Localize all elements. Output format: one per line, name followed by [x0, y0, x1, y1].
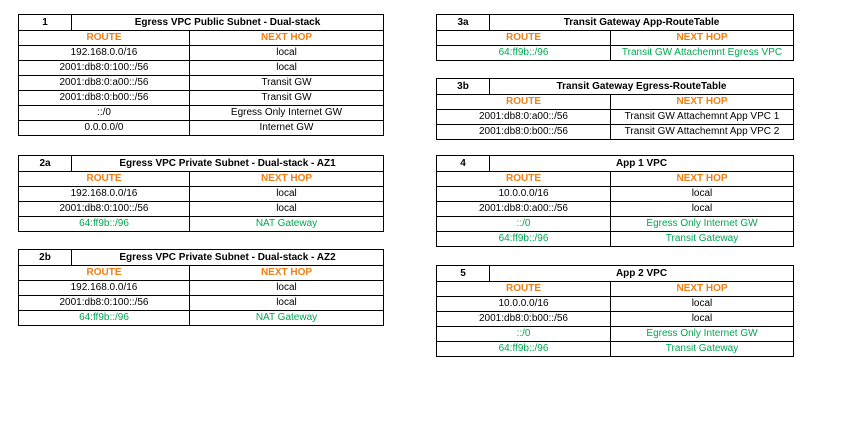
next-hop-cell: Transit GW: [190, 76, 384, 91]
next-hop-cell: Transit Gateway: [611, 232, 794, 247]
table-row: [437, 232, 794, 247]
table-row: [19, 187, 384, 202]
route-cell: 2001:db8:0:a00::/56: [437, 202, 611, 217]
next-hop-header: NEXT HOP: [190, 172, 384, 187]
next-hop-cell: local: [611, 312, 794, 327]
next-hop-cell: local: [611, 297, 794, 312]
table-title: App 1 VPC: [490, 156, 794, 172]
table-id: 4: [437, 156, 490, 172]
route-cell: 192.168.0.0/16: [19, 187, 190, 202]
route-table-2b: [18, 249, 384, 326]
table-title: Transit Gateway App-RouteTable: [490, 15, 794, 31]
next-hop-cell: Egress Only Internet GW: [611, 217, 794, 232]
next-hop-cell: Transit GW Attachemnt Egress VPC: [611, 46, 794, 61]
table-title-row: [19, 15, 384, 31]
table-row: [437, 46, 794, 61]
table-row: [19, 281, 384, 296]
table-row: [437, 327, 794, 342]
route-cell: 2001:db8:0:100::/56: [19, 296, 190, 311]
table-row: [437, 312, 794, 327]
next-hop-cell: local: [190, 202, 384, 217]
route-header: ROUTE: [19, 172, 190, 187]
table-row: [19, 202, 384, 217]
route-cell: 192.168.0.0/16: [19, 46, 190, 61]
next-hop-cell: local: [190, 296, 384, 311]
route-cell: 10.0.0.0/16: [437, 297, 611, 312]
table-row: [437, 342, 794, 357]
next-hop-cell: NAT Gateway: [190, 311, 384, 326]
table-id: 2a: [19, 156, 72, 172]
next-hop-header: NEXT HOP: [611, 282, 794, 297]
next-hop-cell: Internet GW: [190, 121, 384, 136]
table-id: 1: [19, 15, 72, 31]
table-row: [19, 296, 384, 311]
route-cell: 2001:db8:0:a00::/56: [19, 76, 190, 91]
route-cell: 2001:db8:0:b00::/56: [437, 312, 611, 327]
next-hop-cell: Transit GW: [190, 91, 384, 106]
table-row: [19, 61, 384, 76]
next-hop-cell: local: [190, 46, 384, 61]
route-table-5: [436, 265, 794, 357]
table-id: 3a: [437, 15, 490, 31]
route-cell: 64:ff9b::/96: [19, 311, 190, 326]
table-row: [19, 76, 384, 91]
route-cell: ::/0: [437, 327, 611, 342]
route-table-3b: [436, 78, 794, 140]
route-cell: ::/0: [19, 106, 190, 121]
table-title: App 2 VPC: [490, 266, 794, 282]
next-hop-header: NEXT HOP: [190, 266, 384, 281]
table-row: [19, 311, 384, 326]
table-row: [19, 217, 384, 232]
table-row: [437, 187, 794, 202]
table-header-row: [437, 172, 794, 187]
table-row: [437, 125, 794, 140]
table-title-row: [437, 79, 794, 95]
next-hop-header: NEXT HOP: [611, 95, 794, 110]
table-header-row: [19, 31, 384, 46]
table-title: Transit Gateway Egress-RouteTable: [490, 79, 794, 95]
table-id: 5: [437, 266, 490, 282]
table-row: [437, 217, 794, 232]
table-title-row: [19, 250, 384, 266]
route-cell: 64:ff9b::/96: [437, 46, 611, 61]
table-header-row: [437, 282, 794, 297]
table-title-row: [437, 15, 794, 31]
table-row: [437, 202, 794, 217]
route-table-4: [436, 155, 794, 247]
table-id: 2b: [19, 250, 72, 266]
table-title: Egress VPC Private Subnet - Dual-stack - AZ2: [72, 250, 384, 266]
route-cell: 64:ff9b::/96: [437, 342, 611, 357]
route-header: ROUTE: [437, 282, 611, 297]
next-hop-cell: NAT Gateway: [190, 217, 384, 232]
next-hop-cell: Transit GW Attachemnt App VPC 1: [611, 110, 794, 125]
next-hop-cell: Transit GW Attachemnt App VPC 2: [611, 125, 794, 140]
next-hop-cell: local: [190, 281, 384, 296]
table-header-row: [437, 95, 794, 110]
route-cell: 2001:db8:0:100::/56: [19, 61, 190, 76]
table-title-row: [437, 156, 794, 172]
table-header-row: [19, 172, 384, 187]
route-cell: 2001:db8:0:b00::/56: [437, 125, 611, 140]
table-title: Egress VPC Public Subnet - Dual-stack: [72, 15, 384, 31]
route-header: ROUTE: [19, 266, 190, 281]
table-header-row: [19, 266, 384, 281]
next-hop-header: NEXT HOP: [611, 172, 794, 187]
next-hop-cell: local: [611, 202, 794, 217]
table-title-row: [19, 156, 384, 172]
table-row: [19, 106, 384, 121]
table-title-row: [437, 266, 794, 282]
route-table-1: [18, 14, 384, 136]
route-cell: 64:ff9b::/96: [19, 217, 190, 232]
route-header: ROUTE: [437, 172, 611, 187]
table-title: Egress VPC Private Subnet - Dual-stack - AZ1: [72, 156, 384, 172]
next-hop-cell: local: [611, 187, 794, 202]
route-table-2a: [18, 155, 384, 232]
route-cell: 2001:db8:0:a00::/56: [437, 110, 611, 125]
table-row: [19, 91, 384, 106]
route-header: ROUTE: [437, 31, 611, 46]
route-cell: 2001:db8:0:b00::/56: [19, 91, 190, 106]
next-hop-cell: local: [190, 61, 384, 76]
route-header: ROUTE: [19, 31, 190, 46]
next-hop-cell: Egress Only Internet GW: [190, 106, 384, 121]
route-cell: 2001:db8:0:100::/56: [19, 202, 190, 217]
route-cell: 0.0.0.0/0: [19, 121, 190, 136]
route-table-3a: [436, 14, 794, 61]
next-hop-cell: Transit Gateway: [611, 342, 794, 357]
table-row: [437, 110, 794, 125]
next-hop-header: NEXT HOP: [190, 31, 384, 46]
next-hop-cell: Egress Only Internet GW: [611, 327, 794, 342]
next-hop-header: NEXT HOP: [611, 31, 794, 46]
table-row: [437, 297, 794, 312]
route-cell: 64:ff9b::/96: [437, 232, 611, 247]
table-header-row: [437, 31, 794, 46]
next-hop-cell: local: [190, 187, 384, 202]
table-id: 3b: [437, 79, 490, 95]
route-cell: 192.168.0.0/16: [19, 281, 190, 296]
route-cell: 10.0.0.0/16: [437, 187, 611, 202]
table-row: [19, 121, 384, 136]
route-cell: ::/0: [437, 217, 611, 232]
route-header: ROUTE: [437, 95, 611, 110]
table-row: [19, 46, 384, 61]
